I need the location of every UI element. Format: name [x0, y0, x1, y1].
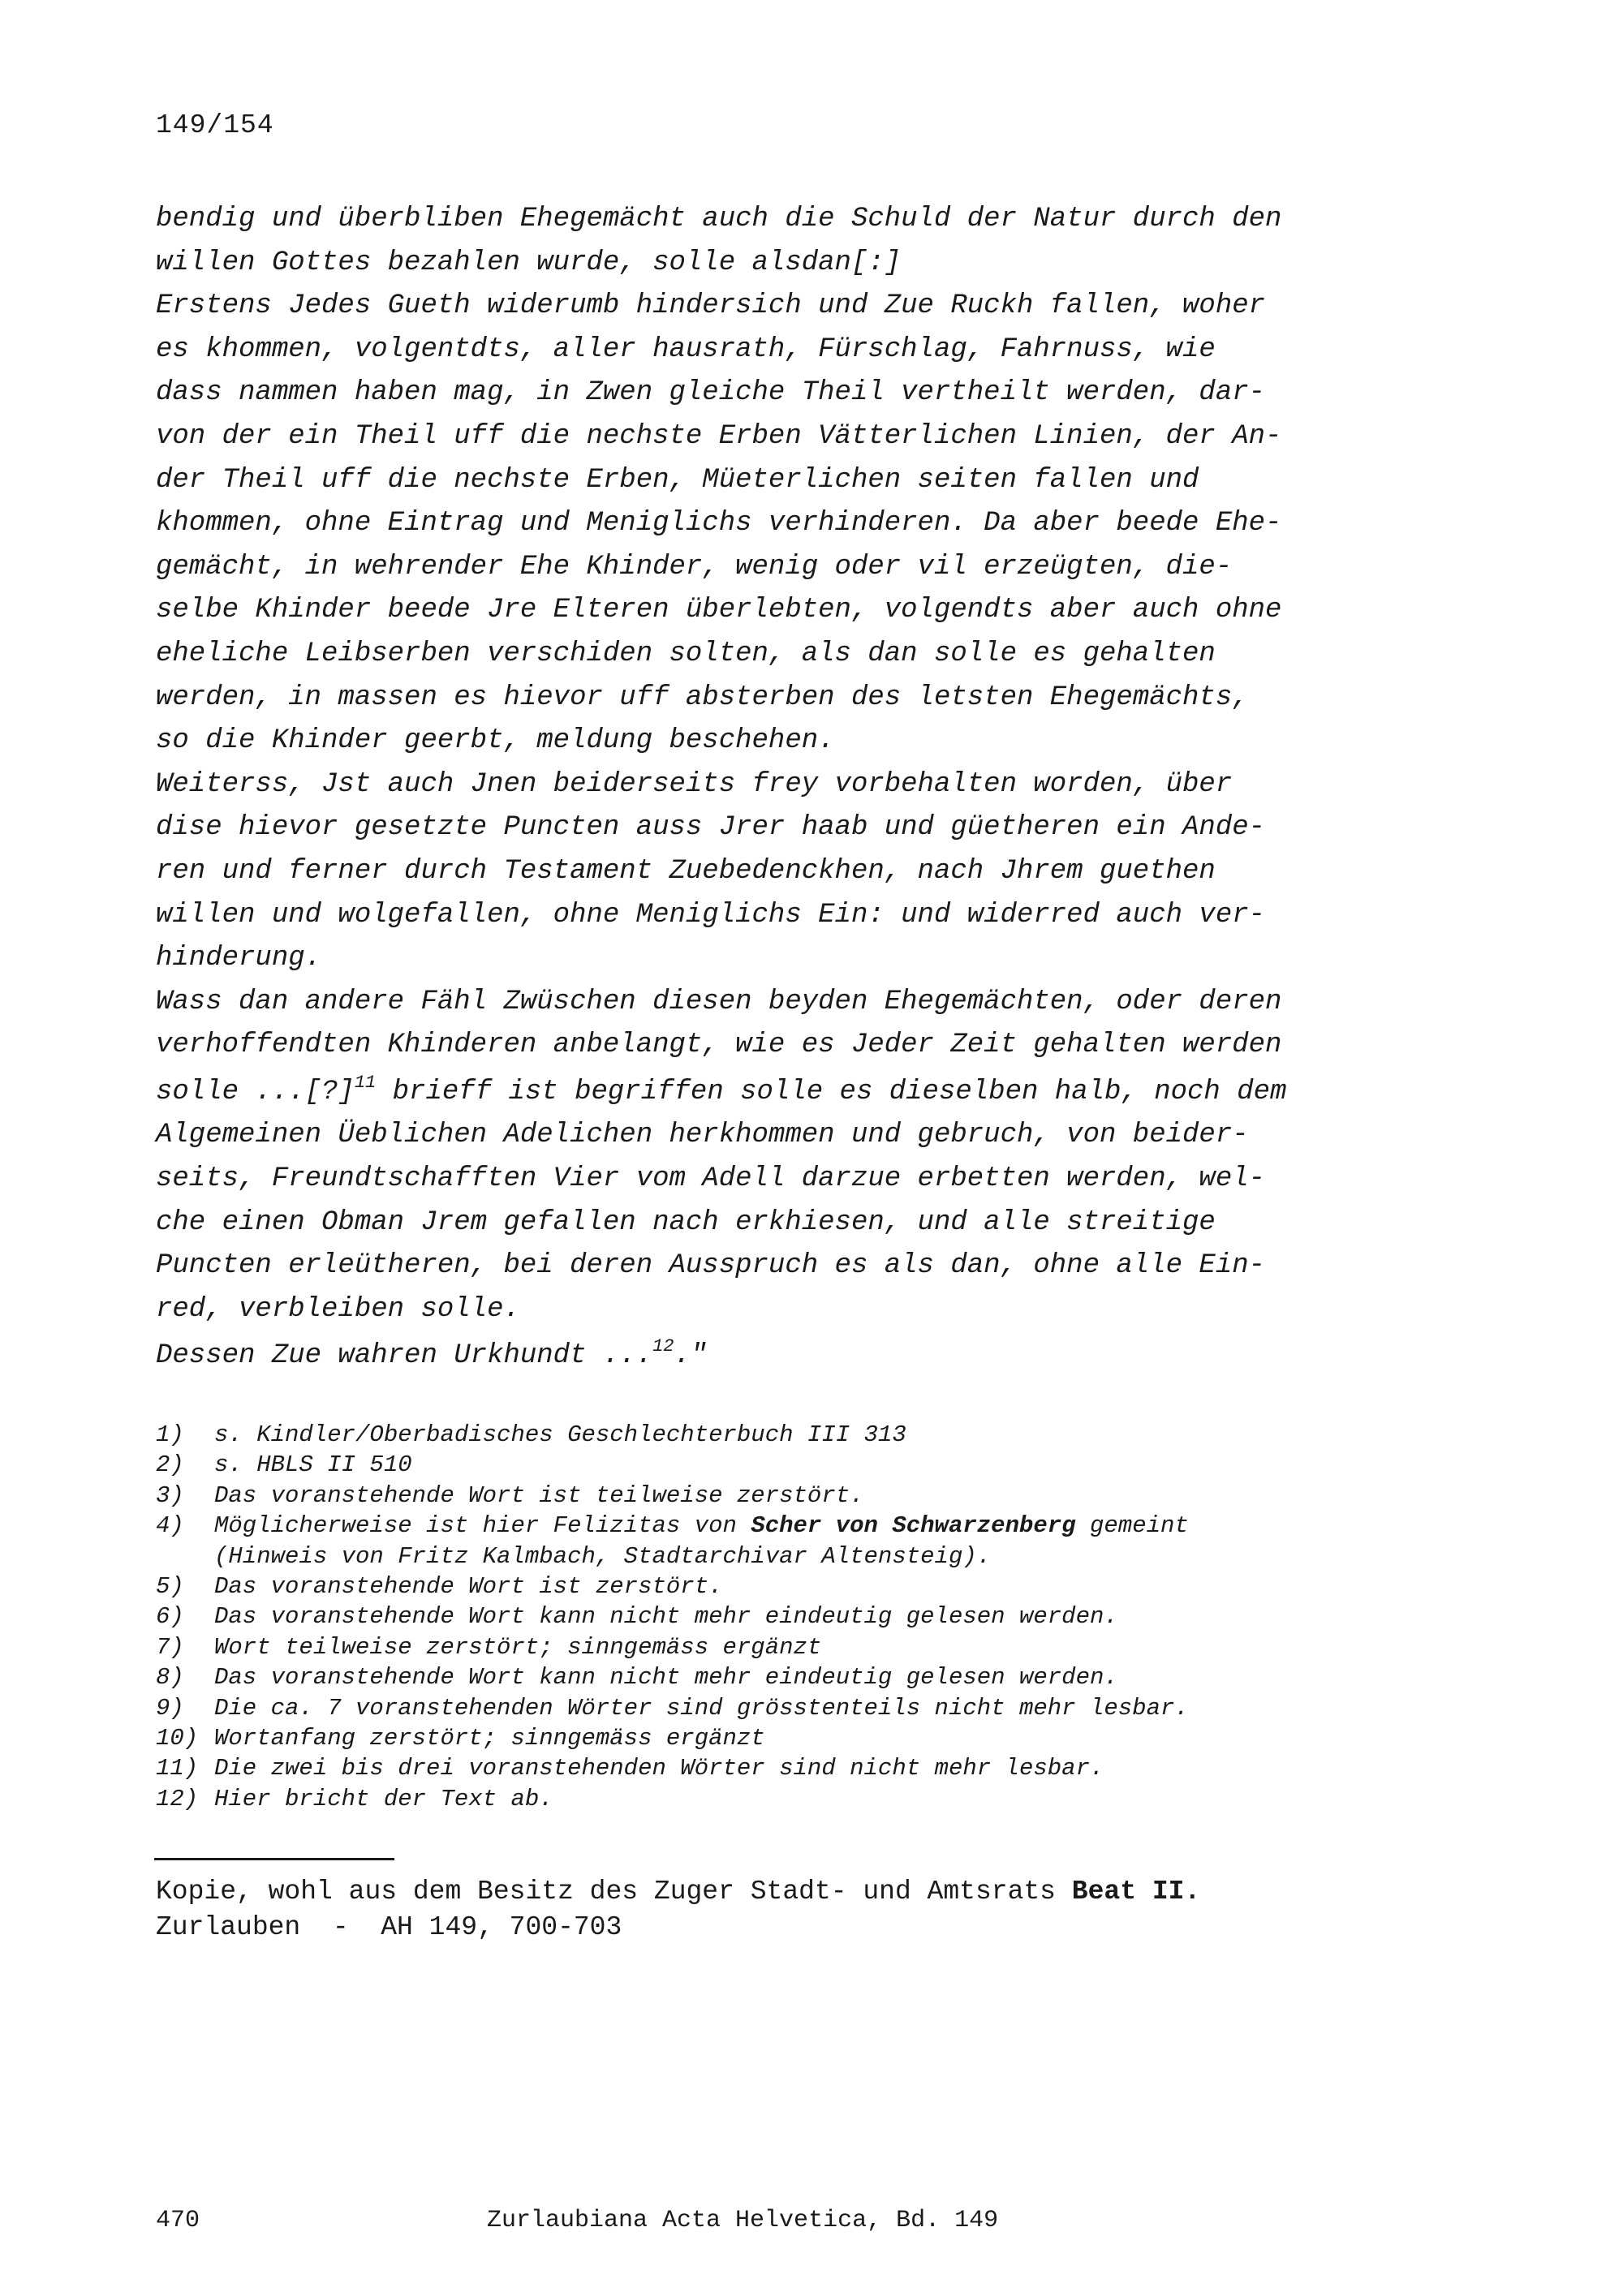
footnote-continuation: [156, 1541, 1470, 1572]
text-segment: solle ...[?]: [156, 1076, 355, 1107]
footnote-number: 2): [156, 1451, 184, 1479]
footnote: [156, 1753, 1470, 1783]
footnote-text: Die ca. 7 voranstehenden Wörter sind grösstenteils nicht mehr lesbar.: [214, 1694, 1189, 1722]
footnote-text: Das voranstehende Wort ist zerstört.: [214, 1572, 723, 1600]
text-line: Erstens Jedes Gueth widerumb hindersich und Zue Ruckh fallen, woher: [156, 290, 1266, 322]
text-segment: .": [674, 1340, 708, 1372]
text-line: red, verbleiben solle.: [156, 1293, 520, 1325]
text-line: dass nammen haben mag, in Zwen gleiche Theil vertheilt werden, dar-: [156, 377, 1266, 409]
text-line: Wass dan andere Fähl Zwüschen diesen beyden Ehegemächten, oder deren: [156, 986, 1282, 1017]
footnote: [156, 1481, 1470, 1511]
footnote-text-segment: gemeint: [1075, 1512, 1189, 1540]
footnote-number: 4): [156, 1512, 184, 1540]
footnote: [156, 1632, 1470, 1662]
footnote: [156, 1602, 1470, 1632]
source-emphasis: Beat II.: [1071, 1877, 1201, 1907]
transcription-body: [156, 198, 1422, 1378]
footnote-text: Die zwei bis drei voranstehenden Wörter sind nicht mehr lesbar.: [214, 1755, 1104, 1782]
text-segment: Dessen Zue wahren Urkhundt ...: [156, 1340, 653, 1372]
text-line: khommen, ohne Eintrag und Meniglichs verhinderen. Da aber beede Ehe-: [156, 508, 1282, 540]
footnote-number: 1): [156, 1421, 184, 1448]
text-line: selbe Khinder beede Jre Elteren überlebten, volgendts aber auch ohne: [156, 595, 1282, 626]
footnote-text: Hier bricht der Text ab.: [214, 1785, 553, 1812]
source-text: Kopie, wohl aus dem Besitz des Zuger Stadt- und Amtsrats: [156, 1877, 1072, 1907]
footnote-text: [214, 1511, 1189, 1541]
text-line: willen und wolgefallen, ohne Meniglichs Ein: und widerred auch ver-: [156, 899, 1266, 931]
footnote-text: s. Kindler/Oberbadisches Geschlechterbuch III 313: [214, 1421, 906, 1448]
footnote-text: Wortanfang zerstört; sinngemäss ergänzt: [214, 1724, 765, 1752]
text-line: Puncten erleütheren, bei deren Ausspruch es als dan, ohne alle Ein-: [156, 1250, 1266, 1282]
footnote-text: s. HBLS II 510: [214, 1451, 412, 1479]
footnote-number: 6): [156, 1603, 184, 1631]
text-line: es khommen, volgentdts, aller hausrath, Fürschlag, Fahrnuss, wie: [156, 333, 1216, 365]
footnote-number: 3): [156, 1481, 184, 1509]
text-line: Weiterss, Jst auch Jnen beiderseits frey vorbehalten worden, über: [156, 768, 1233, 800]
footnote-text: Das voranstehende Wort kann nicht mehr eindeutig gelesen werden.: [214, 1603, 1118, 1631]
footnote-number: 8): [156, 1664, 184, 1692]
page-counter: 149/154: [156, 110, 274, 140]
footnotes: [156, 1420, 1470, 1814]
footnote-number: 11): [156, 1755, 199, 1782]
text-line: gemächt, in wehrender Ehe Khinder, wenig oder vil erzeügten, die-: [156, 551, 1233, 583]
footnote-text: Das voranstehende Wort ist teilweise zerstört.: [214, 1481, 864, 1509]
text-line: willen Gottes bezahlen wurde, solle alsdan[:]: [156, 247, 902, 278]
footnote: [156, 1693, 1470, 1723]
text-line: eheliche Leibserben verschiden solten, als dan solle es gehalten: [156, 638, 1216, 669]
text-line-with-footnote-ref: [156, 1335, 1422, 1378]
text-line: Algemeinen Üeblichen Adelichen herkhommen und gebruch, von beider-: [156, 1120, 1249, 1151]
source-line-2: Zurlauben - AH 149, 700-703: [156, 1912, 622, 1942]
footnote-text: (Hinweis von Fritz Kalmbach, Stadtarchivar Altensteig).: [214, 1542, 992, 1570]
footnote-emphasis: Scher von Schwarzenberg: [751, 1512, 1076, 1540]
text-line: ren und ferner durch Testament Zuebedenckhen, nach Jhrem guethen: [156, 855, 1216, 887]
footnote-ref: 11: [354, 1072, 377, 1093]
footnote: [156, 1572, 1470, 1602]
source-note: [156, 1874, 1200, 1946]
footnote-text: Das voranstehende Wort kann nicht mehr eindeutig gelesen werden.: [214, 1664, 1118, 1692]
footnote-number: 5): [156, 1572, 184, 1600]
footnote-text: Wort teilweise zerstört; sinngemäss ergänzt: [214, 1633, 822, 1661]
footnote: [156, 1723, 1470, 1753]
text-line: che einen Obman Jrem gefallen nach erkhiesen, und alle streitige: [156, 1206, 1216, 1238]
text-line: hinderung.: [156, 943, 322, 974]
footnote-text-segment: Möglicherweise ist hier Felizitas von: [214, 1512, 751, 1540]
footnote: [156, 1784, 1470, 1814]
text-line: der Theil uff die nechste Erben, Müeterlichen seiten fallen und: [156, 464, 1199, 496]
text-line: bendig und überbliben Ehegemächt auch die Schuld der Natur durch den: [156, 204, 1282, 234]
footnote-number: 7): [156, 1633, 184, 1661]
text-line: von der ein Theil uff die nechste Erben Vätterlichen Linien, der An-: [156, 420, 1282, 452]
text-line: seits, Freundtschafften Vier vom Adell darzue erbetten werden, wel-: [156, 1163, 1266, 1195]
footnote-ref: 12: [652, 1336, 674, 1357]
footer-page-number: 470: [156, 2207, 200, 2234]
text-line: verhoffendten Khinderen anbelangt, wie es Jeder Zeit gehalten werden: [156, 1030, 1282, 1061]
footer-publication-title: Zurlaubiana Acta Helvetica, Bd. 149: [487, 2207, 999, 2234]
text-line-with-footnote-ref: [156, 1071, 1422, 1115]
footnote: [156, 1420, 1470, 1450]
footnote: [156, 1450, 1470, 1480]
footnote: [156, 1511, 1470, 1541]
text-line: dise hievor gesetzte Puncten auss Jrer haab und güetheren ein Ande-: [156, 812, 1266, 844]
footnote-number: 10): [156, 1724, 199, 1752]
text-segment: brieff ist begriffen solle es dieselben halb, noch dem: [376, 1076, 1287, 1107]
footnote: [156, 1662, 1470, 1692]
footnote-number: 9): [156, 1694, 184, 1722]
text-line: so die Khinder geerbt, meldung beschehen.: [156, 725, 835, 757]
text-line: werden, in massen es hievor uff absterben des letsten Ehegemächts,: [156, 681, 1249, 713]
separator-rule: [154, 1858, 394, 1860]
footnote-number: 12): [156, 1785, 199, 1812]
source-line-1: [156, 1877, 1200, 1907]
